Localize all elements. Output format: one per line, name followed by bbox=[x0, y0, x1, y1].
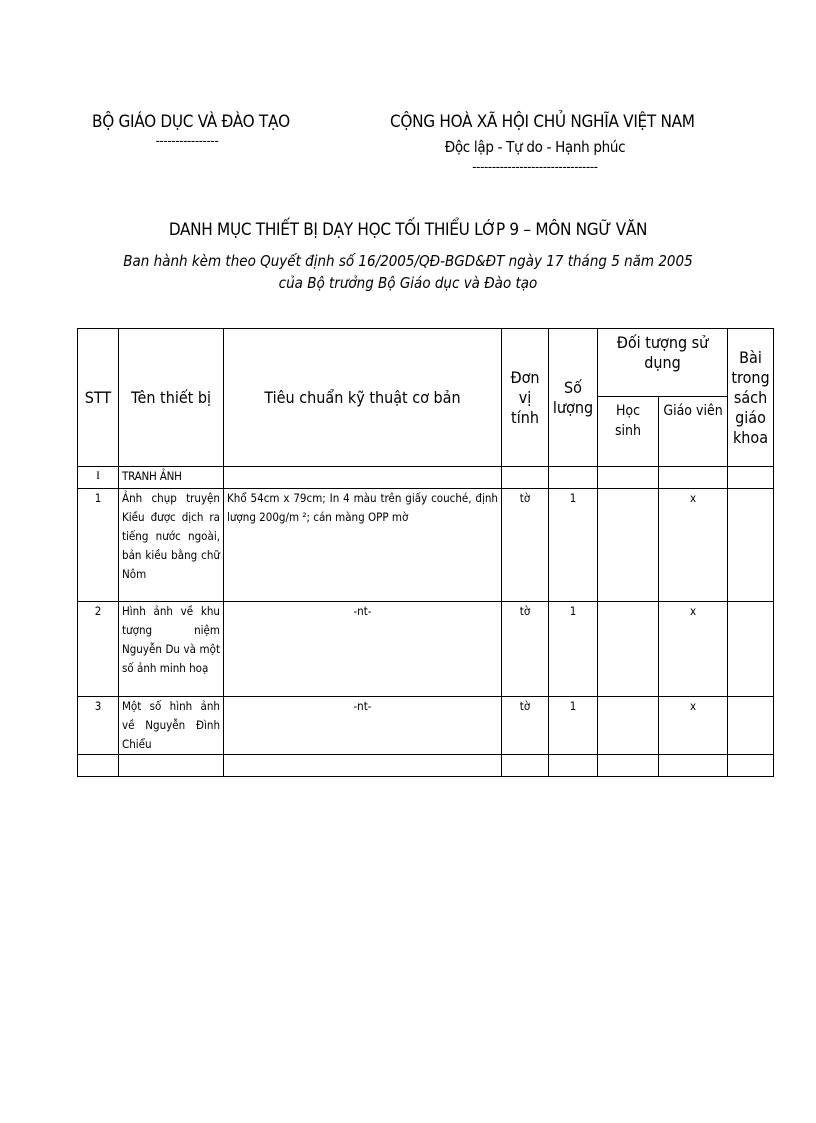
row-qty: 1 bbox=[549, 489, 598, 602]
header-lesson: Bài trong sách giáo khoa bbox=[728, 329, 774, 467]
row-unit: tờ bbox=[502, 489, 549, 602]
row-student bbox=[598, 489, 659, 602]
row-stt: 1 bbox=[78, 489, 119, 602]
table-row bbox=[78, 489, 774, 602]
row-stt: 3 bbox=[78, 697, 119, 755]
row-student bbox=[598, 602, 659, 697]
row-lesson bbox=[728, 602, 774, 697]
ministry-underline: ---------------- bbox=[155, 134, 219, 149]
ministry-name: BỘ GIÁO DỤC VÀ ĐÀO TẠO bbox=[92, 112, 290, 132]
header-unit: Đơn vị tính bbox=[502, 329, 549, 467]
document-subtitle bbox=[0, 250, 816, 294]
section-title: TRANH ẢNH bbox=[119, 467, 224, 489]
section-row bbox=[78, 467, 774, 489]
subtitle-line-2: của Bộ trưởng Bộ Giáo dục và Đào tạo bbox=[278, 274, 538, 292]
header-target: Đối tượng sử dụng bbox=[598, 329, 728, 397]
nation-name: CỘNG HOÀ XÃ HỘI CHỦ NGHĨA VIỆT NAM bbox=[390, 112, 695, 132]
header-student: Học sinh bbox=[598, 397, 659, 467]
header-stt: STT bbox=[78, 329, 119, 467]
row-unit: tờ bbox=[502, 697, 549, 755]
row-qty: 1 bbox=[549, 697, 598, 755]
subtitle-line-1: Ban hành kèm theo Quyết định số 16/2005/QĐ-BGD&ĐT ngày 17 tháng 5 năm 2005 bbox=[123, 252, 693, 270]
header-left bbox=[92, 112, 290, 149]
empty-row bbox=[78, 755, 774, 777]
motto-underline: -------------------------------- bbox=[472, 160, 598, 175]
document-title: DANH MỤC THIẾT BỊ DẠY HỌC TỐI THIỂU LỚP 9 – MÔN NGỮ VĂN bbox=[168, 220, 648, 240]
row-lesson bbox=[728, 697, 774, 755]
row-stt: 2 bbox=[78, 602, 119, 697]
row-name: Hình ảnh về khu tượng niệm Nguyễn Du và một số ảnh minh hoạ bbox=[119, 602, 224, 697]
national-motto: Độc lập - Tự do - Hạnh phúc bbox=[444, 138, 626, 156]
header-name: Tên thiết bị bbox=[119, 329, 224, 467]
row-unit: tờ bbox=[502, 602, 549, 697]
header-teacher: Giáo viên bbox=[659, 397, 728, 467]
row-lesson bbox=[728, 489, 774, 602]
row-student bbox=[598, 697, 659, 755]
row-spec: Khổ 54cm x 79cm; In 4 màu trên giấy couché, định lượng 200g/m ²; cán màng OPP mờ bbox=[224, 489, 502, 602]
table-row bbox=[78, 697, 774, 755]
row-teacher: x bbox=[659, 697, 728, 755]
row-name: Ảnh chụp truyện Kiều được dịch ra tiếng nước ngoài, bản kiều bằng chữ Nôm bbox=[119, 489, 224, 602]
header-qty: Số lượng bbox=[549, 329, 598, 467]
row-spec: -nt- bbox=[224, 697, 502, 755]
header-spec: Tiêu chuẩn kỹ thuật cơ bản bbox=[224, 329, 502, 467]
row-teacher: x bbox=[659, 602, 728, 697]
row-teacher: x bbox=[659, 489, 728, 602]
row-spec: -nt- bbox=[224, 602, 502, 697]
header-right bbox=[390, 112, 695, 175]
table-row bbox=[78, 602, 774, 697]
row-qty: 1 bbox=[549, 602, 598, 697]
row-name: Một số hình ảnh về Nguyễn Đình Chiểu bbox=[119, 697, 224, 755]
section-number: I bbox=[78, 467, 119, 489]
equipment-table bbox=[77, 328, 774, 777]
